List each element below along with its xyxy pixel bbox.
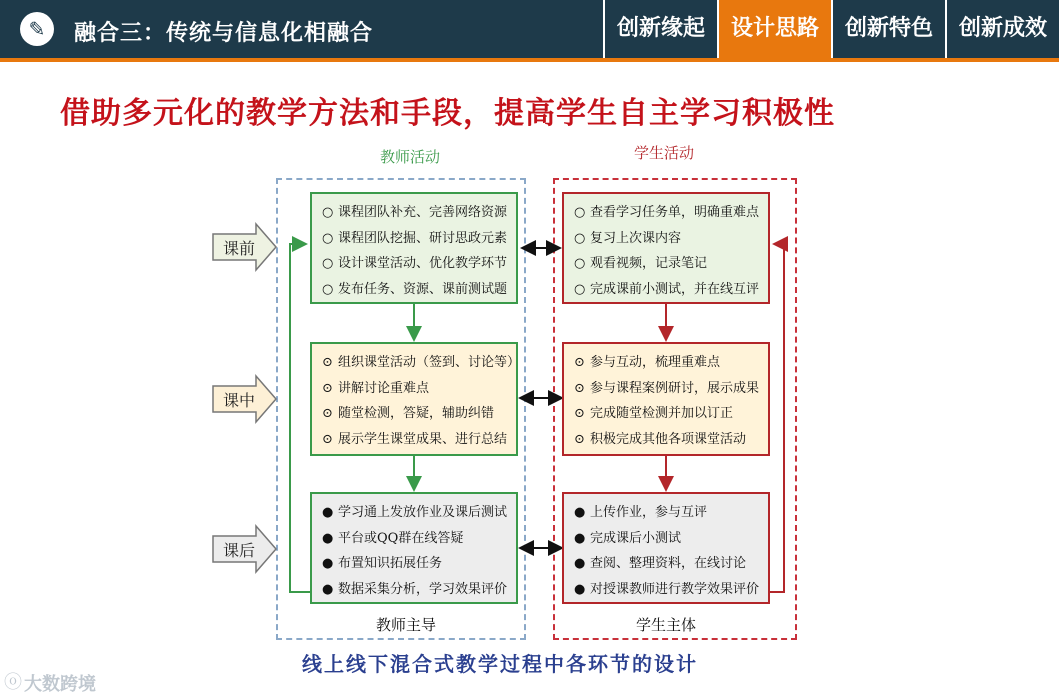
list-item: ○ 观看视频，记录笔记 xyxy=(574,256,708,271)
list-item: ⊙ 随堂检测，答疑，辅助纠错 xyxy=(322,406,495,421)
phase-arrow-in-class xyxy=(212,374,278,424)
list-item: ● 布置知识拓展任务 xyxy=(322,556,443,571)
student-footer-label: 学生主体 xyxy=(636,616,697,634)
student-box-after xyxy=(562,492,770,604)
tab-origin[interactable]: 创新缘起 xyxy=(603,0,717,58)
student-activity-label: 学生活动 xyxy=(634,144,695,162)
tab-features[interactable]: 创新特色 xyxy=(831,0,945,58)
list-item: ● 查阅、整理资料，在线讨论 xyxy=(574,556,747,571)
phase-label: 课后 xyxy=(222,541,255,560)
list-item: ● 平台或QQ群在线答疑 xyxy=(322,530,464,546)
watermark: 大数跨境 xyxy=(24,674,96,695)
teacher-activity-label: 教师活动 xyxy=(380,148,441,166)
list-item: ● 完成课后小测试 xyxy=(574,530,682,546)
phase-label: 课前 xyxy=(222,239,255,258)
list-item: ● 学习通上发放作业及课后测试 xyxy=(322,505,508,520)
phase-arrow-after-class xyxy=(212,524,278,574)
headline: 借助多元化的教学方法和手段，提高学生自主学习积极性 xyxy=(60,96,835,131)
watermark-logo-icon: ⓞ xyxy=(4,672,22,693)
teacher-box-after xyxy=(310,492,518,604)
student-box-during xyxy=(562,342,770,456)
list-item: ○ 复习上次课内容 xyxy=(574,230,682,246)
list-item: ○ 课程团队补充、完善网络资源 xyxy=(322,205,508,220)
list-item: ⊙ 展示学生课堂成果、进行总结 xyxy=(322,431,508,447)
list-item: ● 对授课教师进行教学效果评价 xyxy=(574,581,760,597)
list-item: ⊙ 组织课堂活动（签到、讨论等） xyxy=(322,355,521,370)
list-item: ● 上传作业，参与互评 xyxy=(574,505,708,520)
diagram-caption: 线上线下混合式教学过程中各环节的设计 xyxy=(302,652,698,676)
tab-design[interactable]: 设计思路 xyxy=(717,0,831,58)
list-item: ○ 发布任务、资源、课前测试题 xyxy=(322,281,508,297)
phase-label: 课中 xyxy=(222,391,255,410)
teacher-box-before xyxy=(310,192,518,304)
phase-arrow-before-class xyxy=(212,222,278,272)
list-item: ○ 课程团队挖掘、研讨思政元素 xyxy=(322,230,508,246)
list-item: ○ 完成课前小测试，并在线互评 xyxy=(574,281,760,297)
list-item: ● 数据采集分析，学习效果评价 xyxy=(322,581,508,597)
list-item: ○ 设计课堂活动、优化教学环节 xyxy=(322,256,508,271)
page-title: 融合三：传统与信息化相融合 xyxy=(74,21,374,46)
tab-results[interactable]: 创新成效 xyxy=(945,0,1059,58)
teacher-box-during xyxy=(310,342,521,456)
student-box-before xyxy=(562,192,770,304)
teacher-footer-label: 教师主导 xyxy=(376,616,437,634)
list-item: ⊙ 参与课程案例研讨，展示成果 xyxy=(574,380,760,396)
list-item: ⊙ 积极完成其他各项课堂活动 xyxy=(574,431,747,447)
list-item: ⊙ 完成随堂检测并加以订正 xyxy=(574,406,734,421)
list-item: ⊙ 参与互动，梳理重难点 xyxy=(574,355,721,370)
list-item: ○ 查看学习任务单，明确重难点 xyxy=(574,205,760,220)
pen-circle-icon: ✎ xyxy=(20,12,54,46)
list-item: ⊙ 讲解讨论重难点 xyxy=(322,380,430,396)
